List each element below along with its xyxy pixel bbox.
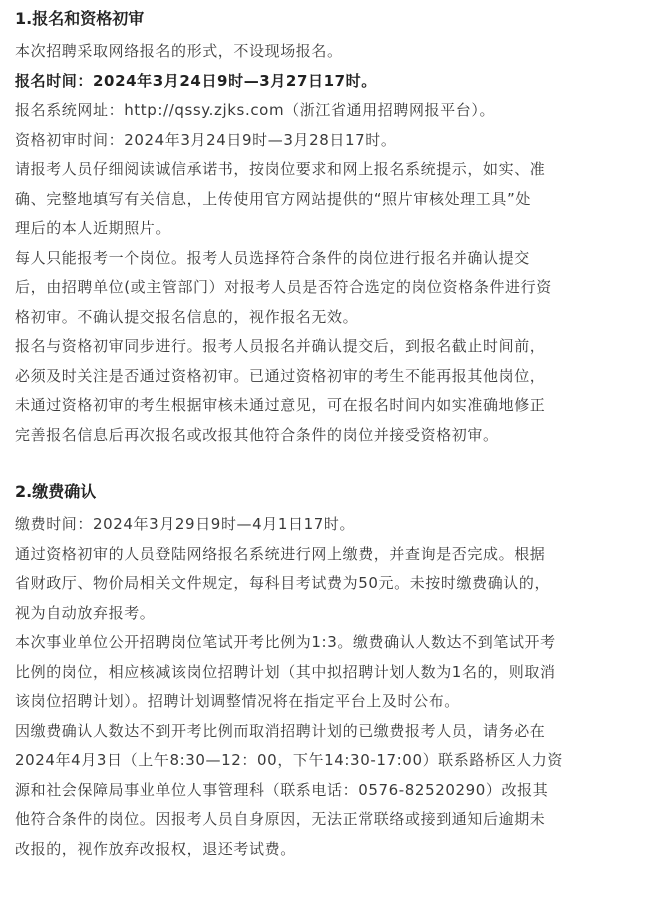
text-line: 资格初审时间：2024年3月24日9时—3月28日17时。 bbox=[15, 130, 397, 149]
text-line: 2024年4月3日（上午8:30—12：00，下午14:30-17:00）联系路桥区人力资 bbox=[15, 751, 563, 769]
section-1-heading: 1.报名和资格初审 bbox=[15, 9, 145, 28]
registration-url-line: 报名系统网址：http://qssy.zjks.com（浙江省通用招聘网报平台）。 bbox=[15, 101, 496, 119]
payment-time-line: 缴费时间：2024年3月29日9时—4月1日17时。 bbox=[15, 515, 356, 533]
text-line: 该岗位招聘计划）。招聘计划调整情况将在指定平台上及时公布。 bbox=[15, 692, 460, 710]
text-line: 必须及时关注是否通过资格初审。已通过资格初审的考生不能再报其他岗位， bbox=[15, 366, 546, 385]
text-line: 请报考人员仔细阅读诚信承诺书，按岗位要求和网上报名系统提示，如实、准 bbox=[15, 160, 546, 178]
section-1-body bbox=[15, 37, 651, 450]
section-spacer bbox=[15, 450, 651, 480]
text-line: 本次事业单位公开招聘岗位笔试开考比例为1:3。缴费确认人数达不到笔试开考 bbox=[15, 633, 556, 651]
text-line: 后，由招聘单位(或主管部门）对报考人员是否符合选定的岗位资格条件进行资 bbox=[15, 278, 552, 296]
text-line: 他符合条件的岗位。因报考人员自身原因，无法正常联络或接到通知后逾期未 bbox=[15, 810, 546, 828]
text-line: 因缴费确认人数达不到开考比例而取消招聘计划的已缴费报考人员，请务必在 bbox=[15, 721, 546, 740]
section-2-body bbox=[15, 510, 651, 864]
registration-time-line: 报名时间：2024年3月24日9时—3月27日17时。 bbox=[15, 71, 377, 90]
text-line: 完善报名信息后再次报名或改报其他符合条件的岗位并接受资格初审。 bbox=[15, 425, 499, 444]
text-line: 本次招聘采取网络报名的形式，不设现场报名。 bbox=[15, 42, 343, 60]
article-body bbox=[15, 7, 651, 864]
text-line: 确、完整地填写有关信息，上传使用官方网站提供的“照片审核处理工具”处 bbox=[15, 189, 531, 208]
text-line: 未通过资格初审的考生根据审核未通过意见，可在报名时间内如实准确地修正 bbox=[15, 396, 546, 414]
text-line: 视为自动放弃报考。 bbox=[15, 603, 156, 622]
text-line: 比例的岗位，相应核减该岗位招聘计划（其中拟招聘计划人数为1名的，则取消 bbox=[15, 662, 556, 681]
contact-phone-line: 源和社会保障局事业单位人事管理科（联系电话：0576-82520290）改报其 bbox=[15, 780, 549, 799]
section-2-heading: 2.缴费确认 bbox=[15, 482, 97, 501]
text-line: 每人只能报考一个岗位。报考人员选择符合条件的岗位进行报名并确认提交 bbox=[15, 248, 530, 267]
text-line: 改报的，视作放弃改报权，退还考试费。 bbox=[15, 839, 296, 858]
text-line: 通过资格初审的人员登陆网络报名系统进行网上缴费，并查询是否完成。根据 bbox=[15, 544, 546, 563]
text-line: 报名与资格初审同步进行。报考人员报名并确认提交后，到报名截止时间前， bbox=[15, 337, 546, 355]
text-line: 省财政厅、物价局相关文件规定，每科目考试费为50元。未按时缴费确认的， bbox=[15, 574, 551, 592]
text-line: 理后的本人近期照片。 bbox=[15, 219, 172, 237]
text-line: 格初审。不确认提交报名信息的，视作报名无效。 bbox=[15, 307, 359, 326]
